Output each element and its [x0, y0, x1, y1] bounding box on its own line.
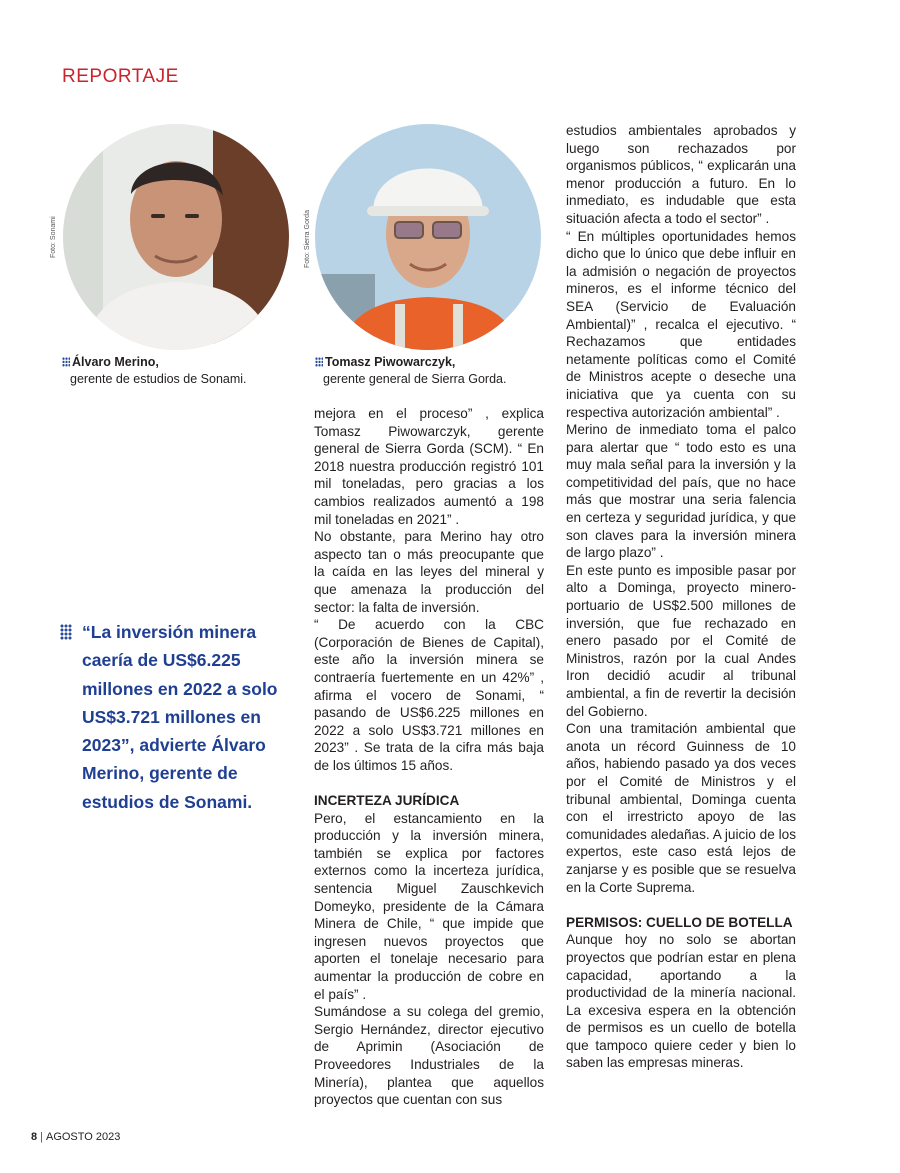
- caption-name: Tomasz Piwowarczyk,: [325, 355, 456, 369]
- paragraph: Con una tramitación ambiental que anota un récord Guinness de 10 años, habiendo pasado ya dos veces por el Comité de Ministros y el tribunal ambiental, Dominga cuenta con el irrestricto apoyo de las comunidades aledañas. A juicio de los expertos, este caso está lejos de zanjarse y es posible que se resuelva en la Corte Suprema.: [566, 721, 796, 895]
- article-column-2: [314, 405, 544, 1109]
- portrait-illustration: [63, 124, 289, 350]
- photo-caption: [62, 354, 247, 388]
- paragraph: estudios ambientales aprobados y luego son rechazados por organismos públicos, “ explicarán una menor producción a futuro. En lo inmediato, es indudable que esta situación afecta a todo el sector” .: [566, 123, 796, 226]
- paragraph: Pero, el estancamiento en la producción y la inversión minera, también se explica por factores externos como la incerteza jurídica, sentencia Miguel Zauschkevich Domeyko, presidente de la Cámara Minera de Chile, “ que impide que ingresen nuevos proyectos que aporten el tonelaje necesario para aumentar la producción de cobre en el país” .: [314, 810, 544, 1002]
- paragraph: “ De acuerdo con la CBC (Corporación de Bienes de Capital), este año la inversión minera se contraería fuertemente en un 42%” , afirma el vocero de Sonami, “ pasando de US$6.225 millones en 2022 a solo US$3.721 millones en 2023” . Se trata de la cifra más baja de los últimos 15 años.: [314, 617, 544, 773]
- page-number: 8: [31, 1131, 38, 1143]
- pull-quote: [60, 618, 290, 816]
- portrait-illustration: [315, 124, 541, 350]
- caption-role: gerente de estudios de Sonami.: [70, 372, 247, 386]
- caption-name: Álvaro Merino,: [72, 355, 159, 369]
- caption-role: gerente general de Sierra Gorda.: [323, 372, 507, 386]
- photo-caption: [315, 354, 506, 388]
- pull-quote-text: “La inversión minera caería de US$6.225 millones en 2022 a solo US$3.721 millones en 2023”, advierte Álvaro Merino, gerente de estudios de Sonami.: [82, 622, 278, 812]
- quote-dots-icon: [60, 624, 72, 640]
- paragraph: Sumándose a su colega del gremio, Sergio Hernández, director ejecutivo de Aprimin (Asociación de Proveedores Industriales de la Minería), plantea que aquellos proyectos que cuentan con sus: [314, 1004, 544, 1108]
- photo-alvaro-merino: [63, 124, 289, 350]
- paragraph: mejora en el proceso” , explica Tomasz Piwowarczyk, gerente general de Sierra Gorda (SCM). “ En 2018 nuestra producción registró 101 mil toneladas, pero gracias a los cambios realizados aumentó a 198 mil toneladas en 2021” .: [314, 406, 544, 527]
- section-heading: INCERTEZA JURÍDICA: [314, 793, 460, 809]
- section-label: REPORTAJE: [62, 66, 179, 87]
- page-footer: [31, 1131, 120, 1143]
- bullet-dots-icon: [62, 357, 70, 367]
- paragraph: “ En múltiples oportunidades hemos dicho que lo único que debe influir en la admisión o negación de proyectos mineros, es el informe técnico del SEA (Servicio de Evaluación Ambiental)” , recalca el ejecutivo. “ Rechazamos que entidades netamente políticas como el Comité de Ministros acepte o deseche una iniciativa que ya cuenta con su respectiva autorización ambiental” .: [566, 228, 796, 420]
- photo-credit: Foto: Sierra Gorda: [304, 210, 311, 268]
- issue-date: AGOSTO 2023: [45, 1131, 121, 1143]
- paragraph: En este punto es imposible pasar por alto a Dominga, proyecto minero-portuario de US$2.500 millones de inversión, que fue rechazado en enero pasado por el Comité de Ministros, razón por la cual Andes Iron decidió acudir al tribunal ambiental, a fin de revertir la decisión del Gobierno.: [566, 562, 796, 719]
- article-column-3: [566, 122, 796, 1072]
- footer-separator: |: [40, 1131, 43, 1143]
- paragraph: Merino de inmediato toma el palco para alertar que “ todo esto es una muy mala señal para la inversión y la competitividad del país, que no hace más que mostrar una seria falencia en certeza y seguridad jurídica, y que son claves para la inversión minera de largo plazo” .: [566, 422, 796, 561]
- bullet-dots-icon: [315, 357, 323, 367]
- paragraph: Aunque hoy no solo se abortan proyectos que podrían estar en plena capacidad, aportando a la productividad de la minería nacional. La excesiva espera en la obtención de permisos es un cuello de botella que tampoco quiere ceder y bien lo saben las empresas mineras.: [566, 932, 796, 1071]
- photo-credit: Foto: Sonami: [50, 216, 57, 258]
- section-heading: PERMISOS: CUELLO DE BOTELLA: [566, 914, 793, 930]
- paragraph: No obstante, para Merino hay otro aspecto tan o más preocupante que la caída en las leyes del mineral y que amenaza la producción del sector: la falta de inversión.: [314, 529, 544, 615]
- photo-tomasz-piwowarczyk: [315, 124, 541, 350]
